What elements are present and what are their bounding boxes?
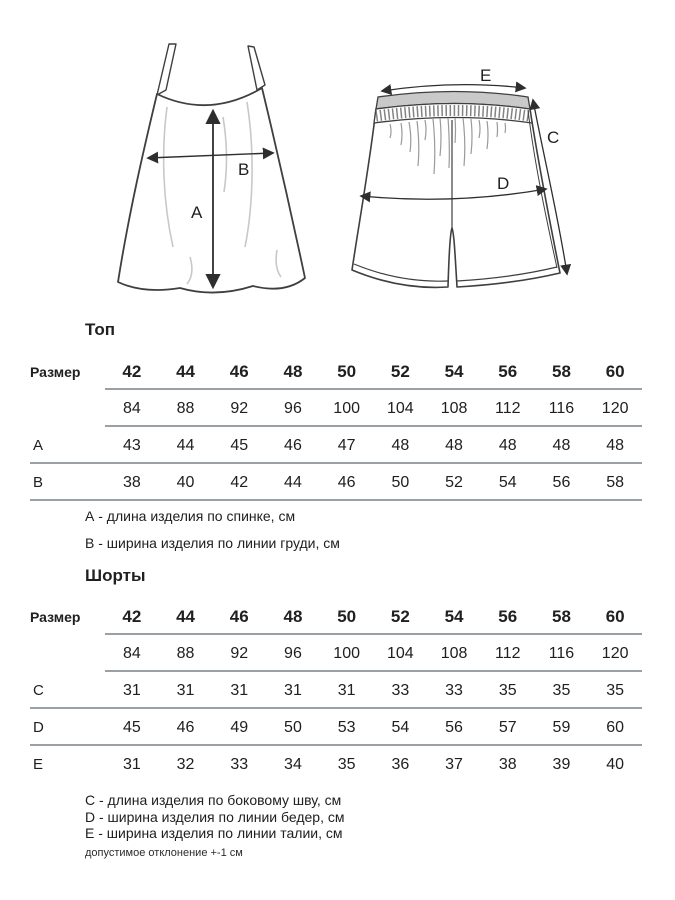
- top-garment-drawing: [95, 22, 335, 310]
- left-strap: [157, 44, 176, 95]
- row-label-b: В: [33, 474, 44, 491]
- legend-line: А - длина изделия по спинке, см: [85, 508, 296, 524]
- measure-label-c: C: [547, 128, 560, 147]
- table-cell: 84: [122, 399, 141, 417]
- table-cell: 35: [337, 755, 356, 773]
- table-cell: 48: [445, 436, 463, 454]
- table-cell: 56: [445, 718, 463, 736]
- table-cell: 48: [606, 436, 625, 454]
- row-label-d: D: [33, 719, 44, 736]
- table-cell: 39: [552, 755, 571, 773]
- row-label-a: А: [33, 437, 44, 454]
- row-label-e: E: [33, 756, 44, 773]
- table-cell: 60: [606, 718, 625, 736]
- table-cell: 50: [391, 473, 410, 491]
- table-cell: 31: [337, 681, 356, 699]
- table-cell: 120: [601, 399, 629, 417]
- table-cell: 45: [122, 718, 141, 736]
- top-table-row-a: [30, 427, 642, 464]
- measure-arrow-e: [382, 85, 525, 91]
- tolerance-note: допустимое отклонение +-1 см: [85, 847, 243, 859]
- table-cell: 60: [605, 606, 625, 626]
- top-table-row-b: [30, 464, 642, 501]
- table-cell: 45: [230, 436, 249, 454]
- shorts-measure-legend: [85, 792, 345, 842]
- table-cell: 31: [176, 681, 195, 699]
- shorts-table-chest-row: [30, 635, 642, 672]
- size-column-header: Размер: [30, 608, 81, 625]
- table-cell: 50: [284, 718, 302, 736]
- table-cell: 35: [498, 681, 517, 699]
- top-body-outline: [118, 88, 305, 293]
- table-cell: 52: [390, 361, 410, 381]
- table-cell: 35: [552, 681, 571, 699]
- table-cell: 54: [444, 606, 464, 626]
- table-cell: 37: [445, 755, 463, 773]
- legend-line: D - ширина изделия по линии бедер, см: [85, 808, 345, 825]
- table-cell: 59: [552, 718, 571, 736]
- table-cell: 43: [122, 436, 141, 454]
- table-cell: 96: [284, 399, 302, 417]
- shorts-section-title: Шорты: [85, 566, 146, 585]
- table-cell: 48: [283, 606, 303, 626]
- table-cell: 46: [337, 473, 356, 491]
- table-cell: 36: [391, 755, 410, 773]
- table-cell: 53: [337, 718, 356, 736]
- shorts-table-row-d: [30, 709, 642, 746]
- table-cell: 104: [386, 399, 414, 417]
- table-cell: 100: [333, 399, 360, 417]
- table-cell: 44: [176, 606, 195, 626]
- measure-label-a: A: [191, 203, 203, 222]
- table-cell: 108: [440, 399, 468, 417]
- table-cell: 40: [606, 755, 625, 773]
- table-cell: 31: [122, 755, 141, 773]
- top-measure-legend: [85, 503, 340, 557]
- table-cell: 88: [176, 644, 195, 662]
- legend-line: В - ширина изделия по линии груди, см: [85, 535, 340, 551]
- table-cell: 58: [551, 606, 571, 626]
- table-cell: 48: [283, 361, 303, 381]
- table-cell: 48: [498, 436, 517, 454]
- shorts-table-row-c: [30, 672, 642, 709]
- table-cell: 38: [122, 473, 141, 491]
- table-cell: 56: [552, 473, 571, 491]
- table-cell: 56: [498, 361, 518, 381]
- table-cell: 60: [605, 361, 625, 381]
- table-cell: 56: [498, 606, 518, 626]
- table-cell: 54: [391, 718, 410, 736]
- table-cell: 31: [284, 681, 302, 699]
- table-cell: 46: [176, 718, 195, 736]
- shorts-table-header-row: [30, 598, 642, 635]
- table-cell: 54: [498, 473, 517, 491]
- table-cell: 44: [176, 436, 195, 454]
- table-cell: 108: [440, 644, 468, 662]
- top-section-title: Топ: [85, 320, 115, 339]
- top-table-header-row: [30, 353, 642, 390]
- table-cell: 120: [601, 644, 629, 662]
- table-cell: 112: [494, 644, 521, 662]
- table-cell: 57: [498, 718, 517, 736]
- table-cell: 52: [445, 473, 463, 491]
- size-column-header: Размер: [30, 363, 81, 380]
- table-cell: 50: [337, 606, 357, 626]
- table-cell: 49: [230, 718, 249, 736]
- table-cell: 52: [390, 606, 410, 626]
- shorts-garment-drawing: [345, 58, 577, 300]
- table-cell: 58: [551, 361, 571, 381]
- table-cell: 46: [229, 361, 249, 381]
- shorts-table-row-e: [30, 746, 642, 783]
- row-label-c: C: [33, 682, 44, 699]
- table-cell: 33: [230, 755, 249, 773]
- table-cell: 44: [176, 361, 195, 381]
- table-cell: 31: [122, 681, 141, 699]
- top-table-chest-row: [30, 390, 642, 427]
- table-cell: 112: [494, 399, 521, 417]
- measure-label-e: E: [480, 66, 492, 85]
- table-cell: 116: [548, 399, 575, 417]
- table-cell: 46: [229, 606, 249, 626]
- table-cell: 50: [337, 361, 357, 381]
- table-cell: 48: [552, 436, 571, 454]
- table-cell: 54: [444, 361, 464, 381]
- table-cell: 48: [391, 436, 410, 454]
- table-cell: 34: [284, 755, 302, 773]
- measure-label-b: B: [238, 160, 250, 179]
- table-cell: 42: [122, 361, 142, 381]
- legend-line: C - длина изделия по боковому шву, см: [85, 792, 342, 808]
- table-cell: 100: [333, 644, 360, 662]
- table-cell: 116: [548, 644, 575, 662]
- table-cell: 44: [284, 473, 302, 491]
- table-cell: 88: [176, 399, 195, 417]
- table-cell: 92: [230, 399, 249, 417]
- table-cell: 58: [606, 473, 625, 491]
- table-cell: 96: [284, 644, 302, 662]
- table-cell: 33: [445, 681, 463, 699]
- top-size-table: [30, 353, 642, 501]
- table-cell: 42: [230, 473, 249, 491]
- legend-line: E - ширина изделия по линии талии, см: [85, 825, 343, 841]
- measure-label-d: D: [497, 174, 510, 193]
- right-strap: [248, 46, 265, 90]
- shorts-size-table: [30, 598, 642, 783]
- table-cell: 42: [122, 606, 142, 626]
- table-cell: 47: [337, 436, 356, 454]
- table-cell: 40: [176, 473, 195, 491]
- table-cell: 38: [498, 755, 517, 773]
- table-cell: 46: [284, 436, 302, 454]
- table-cell: 92: [230, 644, 249, 662]
- table-cell: 104: [386, 644, 414, 662]
- table-cell: 84: [122, 644, 141, 662]
- table-cell: 35: [606, 681, 625, 699]
- table-cell: 33: [391, 681, 410, 699]
- table-cell: 31: [230, 681, 249, 699]
- table-cell: 32: [176, 755, 195, 773]
